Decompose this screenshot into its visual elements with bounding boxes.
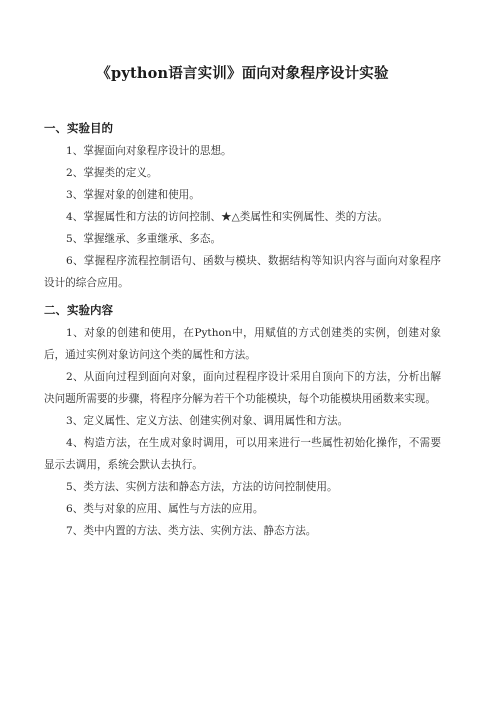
section-objectives xyxy=(44,120,441,294)
list-item: 4、掌握属性和方法的访问控制、★△类属性和实例属性、类的方法。 xyxy=(66,211,389,223)
list-item: 5、掌握继承、多重继承、多态。 xyxy=(66,233,222,245)
list-item: 3、定义属性、定义方法、创建实例对象、调用属性和方法。 xyxy=(66,415,349,427)
list-item: 6、掌握程序流程控制语句、函数与模块、数据结构等知识内容与面向对象程序设计的综合应用。 xyxy=(44,255,441,289)
list-item: 7、类中内置的方法、类方法、实例方法、静态方法。 xyxy=(66,525,317,537)
section-heading-objectives: 一、实验目的 xyxy=(44,121,113,135)
list-item: 6、类与对象的应用、属性与方法的应用。 xyxy=(66,503,264,515)
content-list xyxy=(44,322,441,542)
section-content xyxy=(44,302,441,542)
list-item: 1、掌握面向对象程序设计的思想。 xyxy=(66,145,232,157)
list-item: 2、掌握类的定义。 xyxy=(66,167,158,179)
section-heading-content: 二、实验内容 xyxy=(44,303,113,317)
list-item: 1、对象的创建和使用，在Python中，用赋值的方式创建类的实例，创建对象后，通过实例对象访问这个类的属性和方法。 xyxy=(44,327,441,361)
list-item: 2、从面向过程到面向对象，面向过程程序设计采用自顶向下的方法，分析出解决问题所需要的步骤，将程序分解为若干个功能模块，每个功能模块用函数来实现。 xyxy=(44,371,441,405)
objectives-list xyxy=(44,140,441,294)
list-item: 4、构造方法，在生成对象时调用，可以用来进行一些属性初始化操作，不需要显示去调用，系统会默认去执行。 xyxy=(44,437,441,471)
document-title: 《python语言实训》面向对象程序设计实验 xyxy=(96,65,389,82)
list-item: 3、掌握对象的创建和使用。 xyxy=(66,189,200,201)
list-item: 5、类方法、实例方法和静态方法，方法的访问控制使用。 xyxy=(66,481,338,493)
